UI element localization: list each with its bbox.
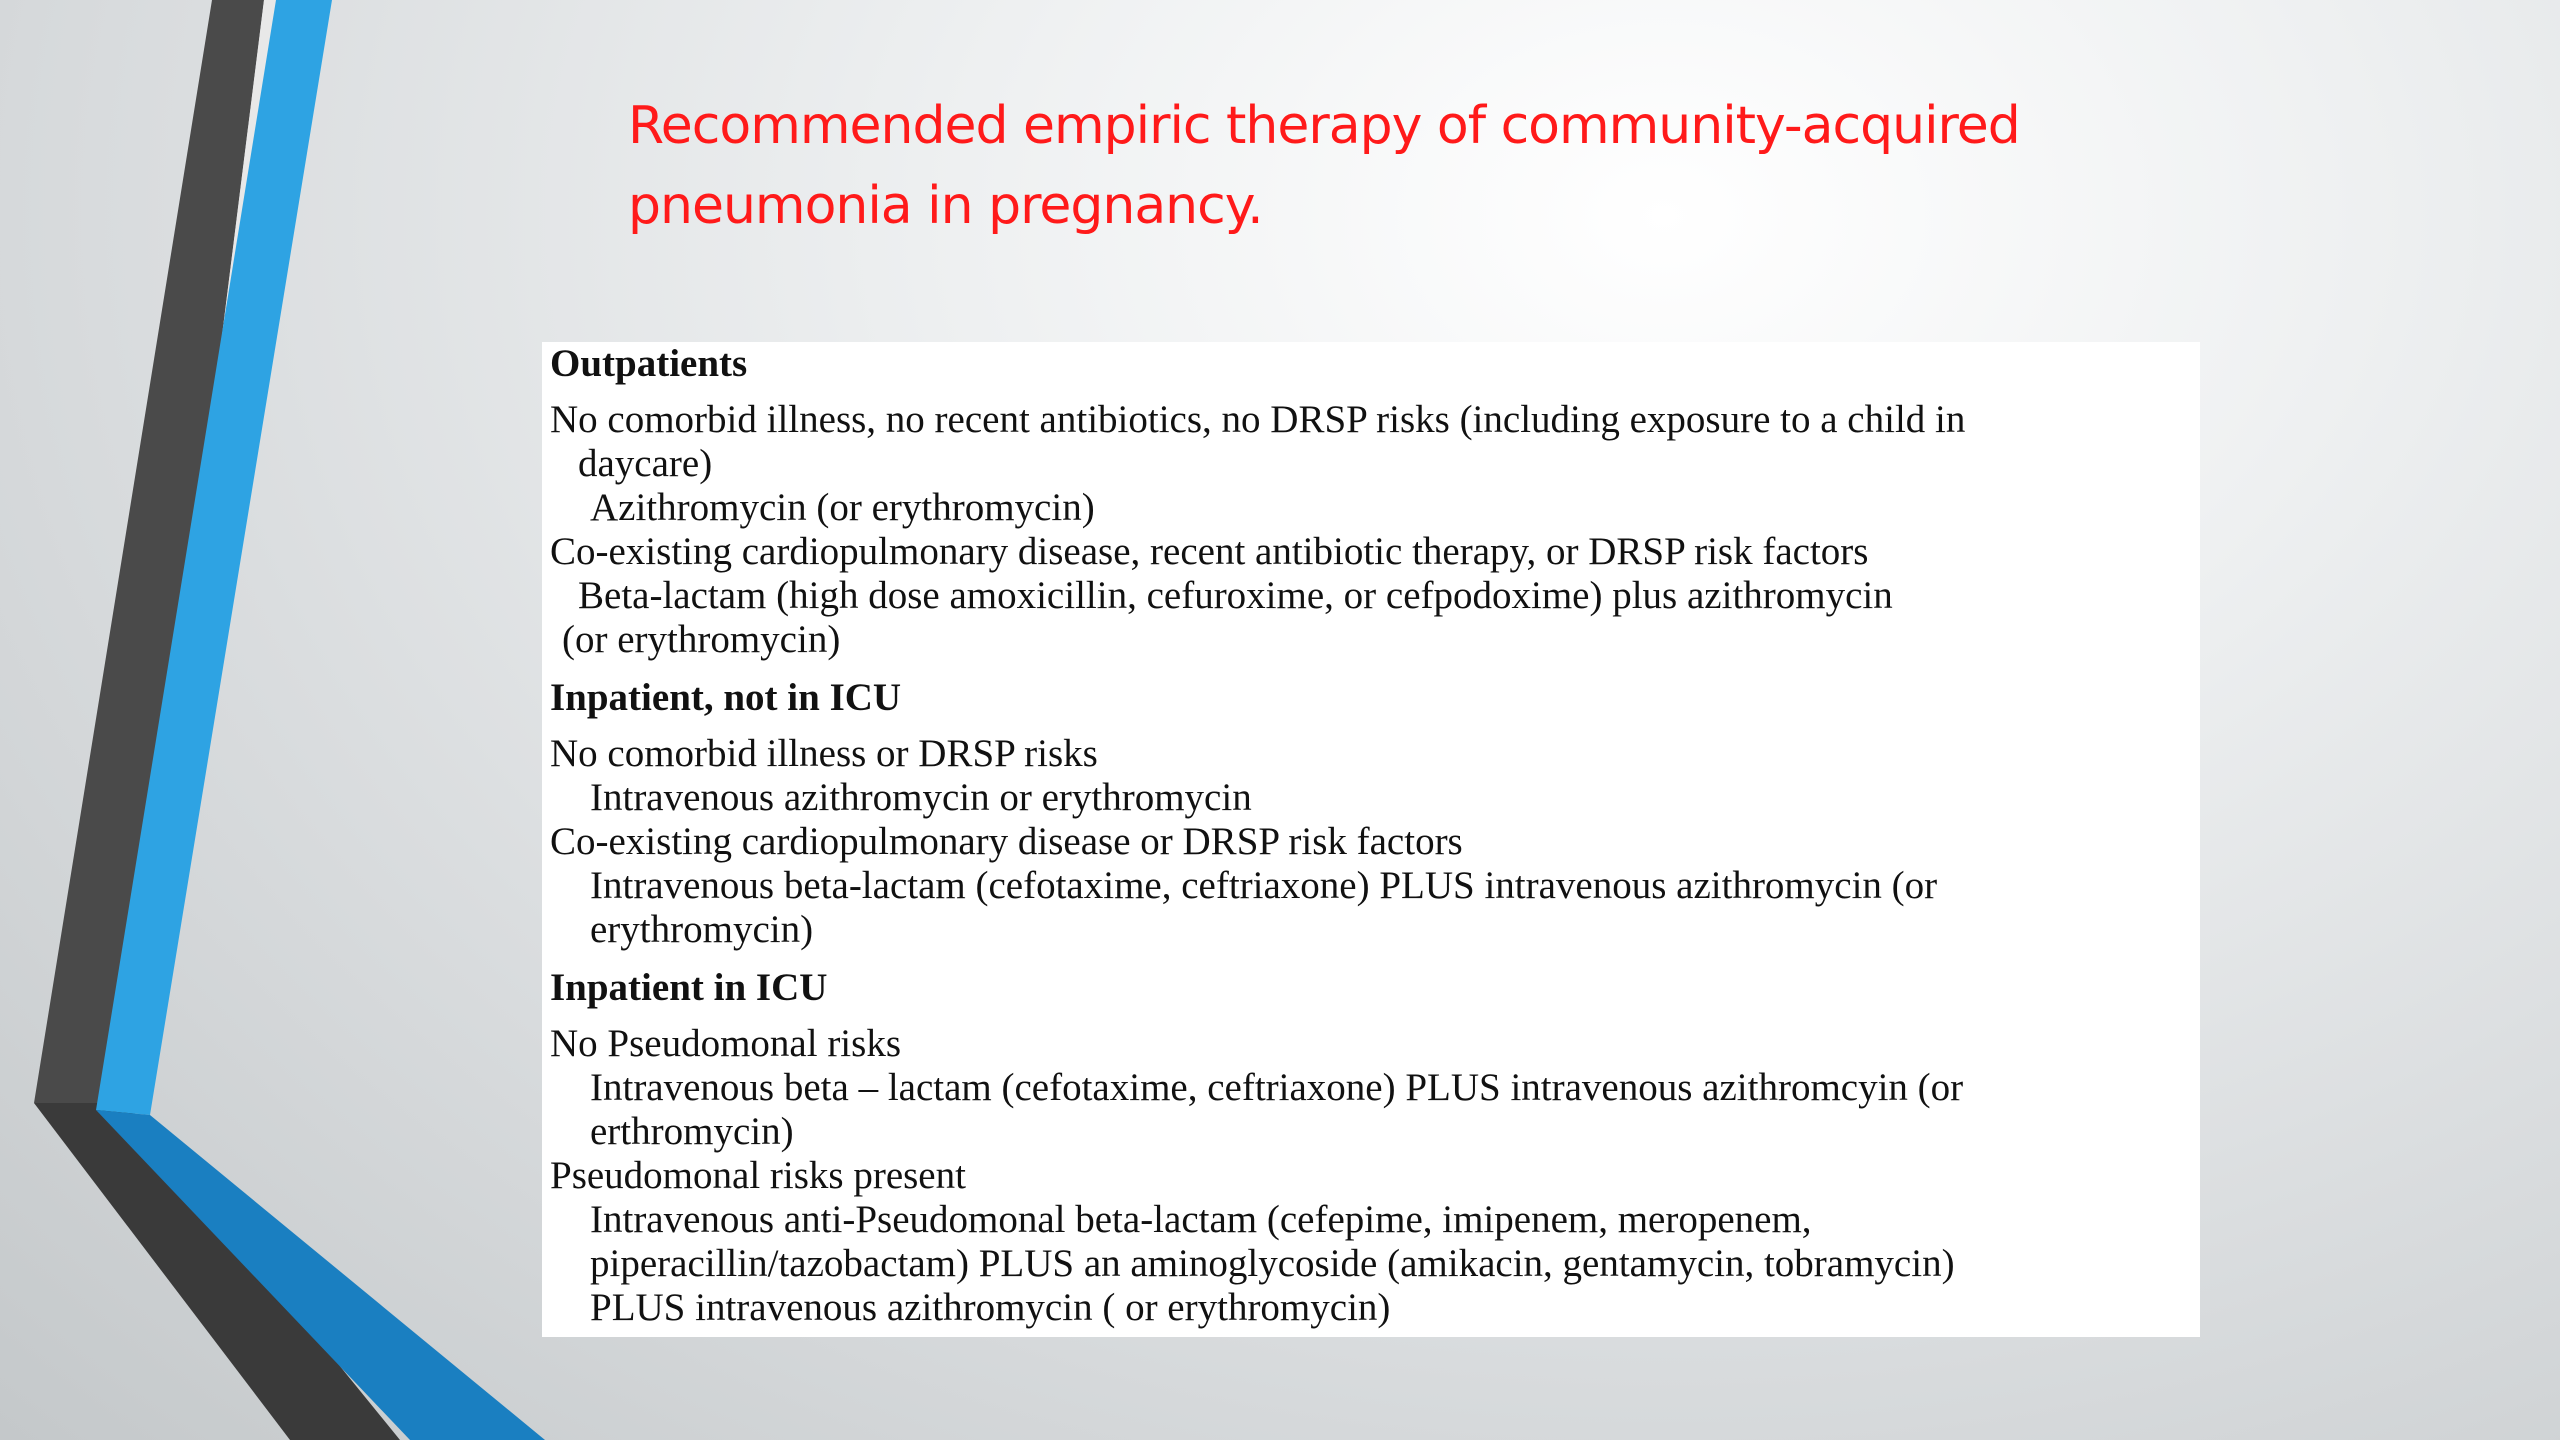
section-heading-inpatient-icu: Inpatient in ICU [550,966,828,1009]
table-line: Co-existing cardiopulmonary disease, recent antibiotic therapy, or DRSP risk factors [550,530,1869,573]
table-line: Beta-lactam (high dose amoxicillin, cefuroxime, or cefpodoxime) plus azithromycin [578,574,1893,617]
slide-title-line-2: pneumonia in pregnancy. [628,176,1263,236]
table-line: Azithromycin (or erythromycin) [590,486,1095,529]
table-line: Intravenous beta-lactam (cefotaxime, ceftriaxone) PLUS intravenous azithromycin (or [590,864,1938,907]
table-line: Co-existing cardiopulmonary disease or DRSP risk factors [550,820,1463,863]
table-line: daycare) [578,442,713,485]
slide-title [628,86,2208,246]
table-line: Intravenous beta – lactam (cefotaxime, ceftriaxone) PLUS intravenous azithromcyin (or [590,1066,1964,1109]
table-line: Intravenous anti-Pseudomonal beta-lactam (cefepime, imipenem, meropenem, [590,1198,1812,1241]
table-line: erythromycin) [590,908,814,951]
table-line: No Pseudomonal risks [550,1022,901,1065]
table-line: Pseudomonal risks present [550,1154,966,1197]
section-heading-outpatients: Outpatients [550,342,748,385]
table-line: PLUS intravenous azithromycin ( or erythromycin) [590,1286,1391,1329]
section-heading-inpatient-not-icu: Inpatient, not in ICU [550,676,902,719]
table-line: Intravenous azithromycin or erythromycin [590,776,1252,819]
table-line: erthromycin) [590,1110,794,1153]
table-line: No comorbid illness, no recent antibiotics, no DRSP risks (including exposure to a child in [550,398,1966,441]
decoration-gray-band-lower [34,1103,400,1440]
therapy-table [542,342,2200,1337]
table-line: No comorbid illness or DRSP risks [550,732,1098,775]
table-line: piperacillin/tazobactam) PLUS an aminoglycoside (amikacin, gentamycin, tobramycin) [590,1242,1955,1285]
slide-title-line-1: Recommended empiric therapy of community-acquired [628,96,2020,156]
table-line: (or erythromycin) [562,618,841,661]
